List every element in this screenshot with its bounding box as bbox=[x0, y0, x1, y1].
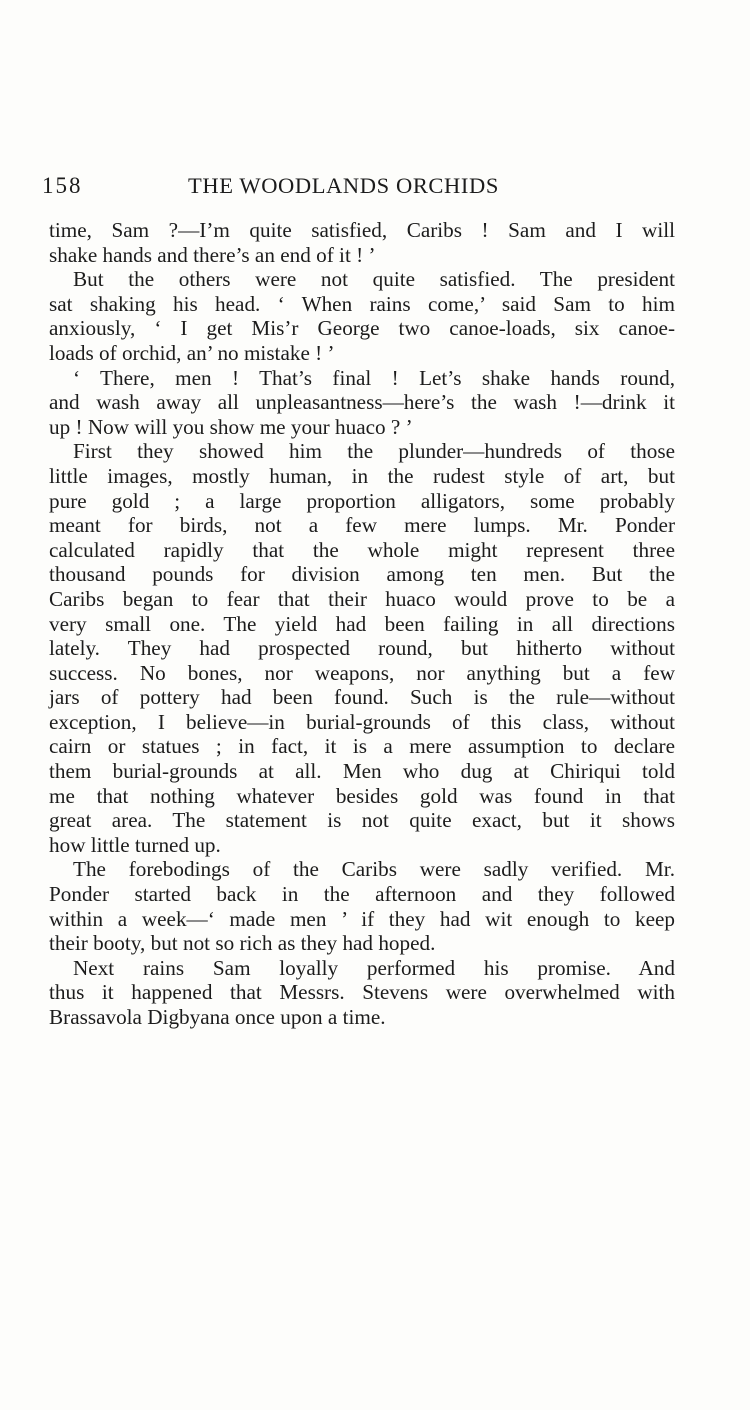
text-line: Next rains Sam loyally performed his promise. And bbox=[73, 955, 675, 980]
text-line: their booty, but not so rich as they had hoped. bbox=[49, 931, 436, 956]
text-line: Ponder started back in the afternoon and they followed bbox=[49, 882, 675, 907]
text-line: little images, mostly human, in the rudest style of art, but bbox=[49, 463, 675, 488]
text-line: loads of orchid, an’ no mistake ! ’ bbox=[49, 340, 335, 365]
text-line: The forebodings of the Caribs were sadly verified. Mr. bbox=[73, 857, 675, 882]
text-line: anxiously, ‘ I get Mis’r George two canoe-loads, six canoe- bbox=[49, 316, 675, 341]
text-line: Caribs began to fear that their huaco would prove to be a bbox=[49, 586, 675, 611]
text-line: success. No bones, nor weapons, nor anything but a few bbox=[49, 660, 675, 685]
text-line: up ! Now will you show me your huaco ? ’ bbox=[49, 414, 413, 439]
text-line: ‘ There, men ! That’s final ! Let’s shake hands round, bbox=[73, 365, 675, 390]
text-line: thousand pounds for division among ten men. But the bbox=[49, 562, 675, 587]
text-line: and wash away all unpleasantness—here’s the wash !—drink it bbox=[49, 390, 675, 415]
text-line: pure gold ; a large proportion alligators, some probably bbox=[49, 488, 675, 513]
text-line: me that nothing whatever besides gold was found in that bbox=[49, 783, 675, 808]
text-line: shake hands and there’s an end of it ! ’ bbox=[49, 242, 376, 267]
text-line: time, Sam ?—I’m quite satisfied, Caribs ! Sam and I will bbox=[49, 218, 675, 242]
text-line: how little turned up. bbox=[49, 832, 221, 857]
text-line: exception, I believe—in burial-grounds of this class, without bbox=[49, 709, 675, 734]
text-line: them burial-grounds at all. Men who dug at Chiriqui told bbox=[49, 759, 675, 784]
text-line: calculated rapidly that the whole might represent three bbox=[49, 537, 675, 562]
running-title: THE WOODLANDS ORCHIDS bbox=[188, 173, 499, 198]
text-line: within a week—‘ made men ’ if they had wit enough to keep bbox=[49, 906, 675, 931]
running-head bbox=[42, 173, 682, 209]
text-line: very small one. The yield had been failing in all directions bbox=[49, 611, 675, 636]
text-line: great area. The statement is not quite exact, but it shows bbox=[49, 808, 675, 833]
text-line: Brassavola Digbyana once upon a time. bbox=[49, 1005, 386, 1029]
text-line: But the others were not quite satisfied. The president bbox=[73, 267, 675, 292]
text-line: First they showed him the plunder—hundreds of those bbox=[73, 439, 675, 464]
text-line: lately. They had prospected round, but hitherto without bbox=[49, 636, 675, 661]
body-text bbox=[49, 218, 675, 1030]
text-line: sat shaking his head. ‘ When rains come,’ said Sam to him bbox=[49, 291, 675, 316]
text-line: jars of pottery had been found. Such is the rule—without bbox=[49, 685, 675, 710]
text-line: thus it happened that Messrs. Stevens were overwhelmed with bbox=[49, 980, 675, 1005]
text-line: meant for birds, not a few mere lumps. Mr. Ponder bbox=[49, 513, 675, 538]
page-number: 158 bbox=[42, 173, 83, 198]
text-line: cairn or statues ; in fact, it is a mere assumption to declare bbox=[49, 734, 675, 759]
